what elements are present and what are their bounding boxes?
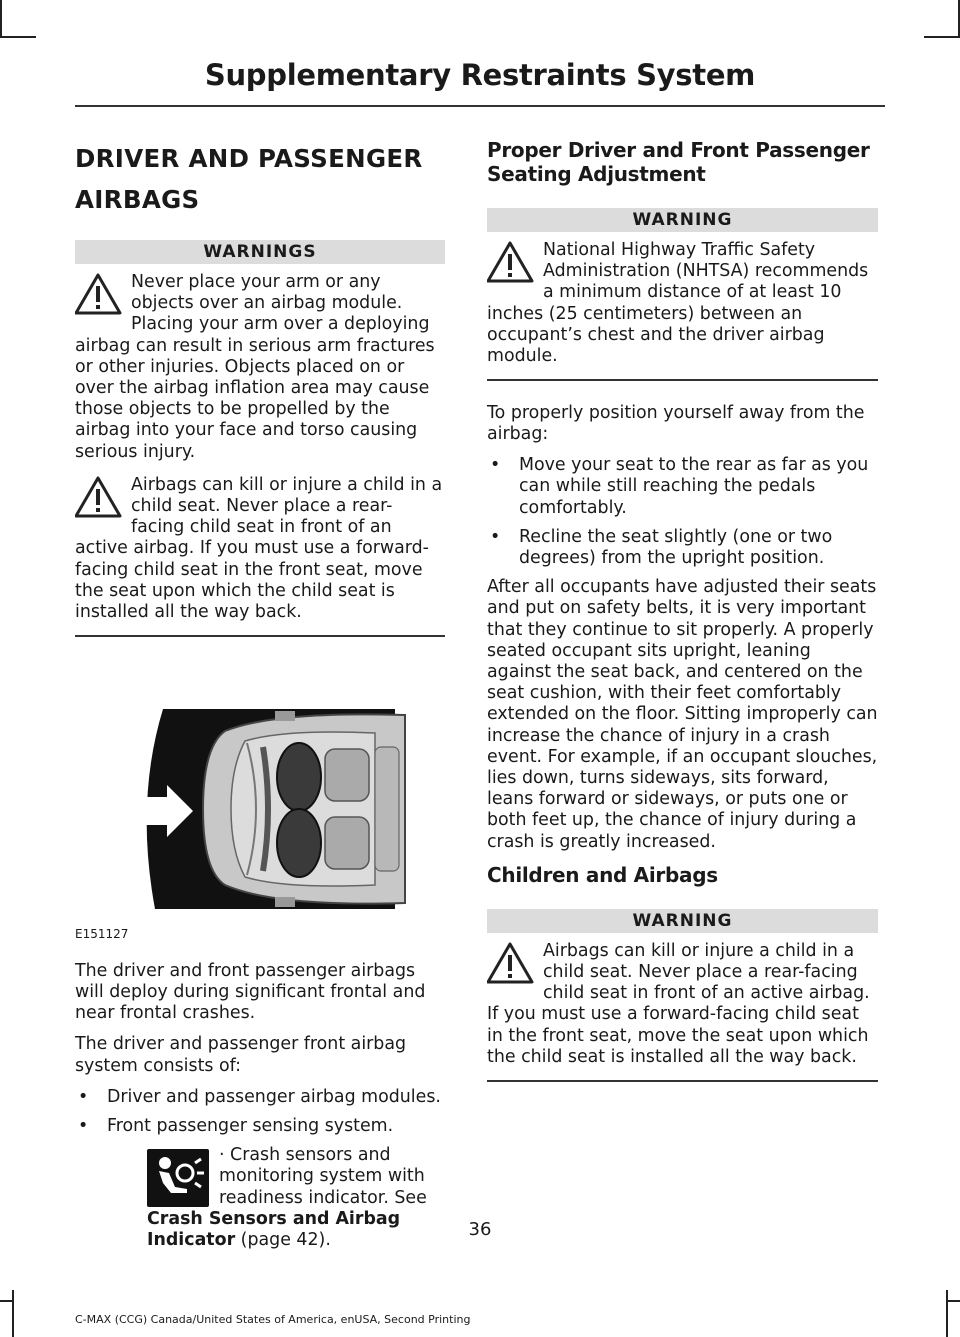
warning-block [75, 475, 445, 623]
crash-sensors-link[interactable]: Crash Sensors and Airbag Indicator [147, 1208, 401, 1250]
airbag-deployment-figure [75, 671, 445, 941]
section-heading: Children and Airbags [487, 862, 718, 887]
divider [487, 1080, 878, 1082]
footer-meta: C-MAX (CCG) Canada/United States of America, enUSA, Second Printing [75, 1313, 471, 1326]
warning-triangle-icon [487, 941, 537, 1003]
list-item: • Driver and passenger airbag modules. [75, 1087, 445, 1108]
section-heading: DRIVER AND PASSENGER AIRBAGS [75, 144, 423, 214]
crop-mark [946, 1300, 960, 1302]
warning-text: Airbags can kill or injure a child in a child seat. Never place a rear-facing child seat in front of an active airbag. If you must use a forward-facing child seat in the front seat, move the seat upon which the child seat is installed all the way back. [487, 940, 870, 1067]
crop-mark [0, 0, 2, 36]
warning-triangle-icon [75, 272, 125, 334]
warning-triangle-icon [487, 240, 537, 302]
paragraph: To properly position yourself away from the airbag: [487, 402, 865, 444]
crop-mark [924, 36, 960, 38]
warning-bar: WARNING [487, 208, 878, 232]
section-heading: Proper Driver and Front Passenger Seating Adjustment [487, 138, 870, 186]
crop-mark [958, 0, 960, 36]
warning-triangle-icon [75, 475, 125, 537]
crop-mark [0, 36, 36, 38]
warning-text: Never place your arm or any objects over an airbag module. Placing your arm over a deploying airbag can result in serious arm fractures or other injuries. Objects placed on or over the airbag inflation area may cause those objects to be propelled by the airbag into your face and torso causing serious injury. [75, 272, 435, 462]
car-top-view-illustration [75, 671, 445, 927]
crop-mark [12, 1290, 14, 1337]
warning-bar: WARNING [487, 909, 878, 933]
bullet-list [75, 1087, 445, 1137]
crop-mark [946, 1290, 948, 1337]
warning-block [487, 240, 878, 367]
right-column [487, 138, 878, 1082]
list-item: • Recline the seat slightly (one or two degrees) from the upright position. [487, 527, 878, 569]
left-column [75, 138, 445, 1251]
crop-mark [0, 1300, 12, 1302]
list-item: • Move your seat to the rear as far as you can while still reaching the pedals comfortably. [487, 455, 878, 519]
warning-text: National Highway Traffic Safety Administration (NHTSA) recommends a minimum distance of at least 10 inches (25 centimeters) between an occupant’s chest and the driver airbag module. [487, 240, 869, 367]
warning-text: Airbags can kill or injure a child in a child seat. Never place a rear-facing child seat in front of an active airbag. If you must use a forward-facing child seat in the front seat, move the seat upon which the child seat is installed all the way back. [75, 474, 443, 623]
page-ref: (page 42). [235, 1229, 331, 1250]
airbag-indicator-icon [147, 1149, 209, 1207]
figure-code: E151127 [75, 926, 129, 941]
page-number: 36 [468, 1219, 492, 1240]
bullet-list [487, 455, 878, 569]
divider [487, 379, 878, 381]
paragraph: The driver and front passenger airbags will deploy during significant frontal and near frontal crashes. [75, 960, 426, 1024]
crash-text: · Crash sensors and monitoring system with readiness indicator. See [219, 1145, 427, 1208]
paragraph: After all occupants have adjusted their seats and put on safety belts, it is very important that they continue to sit properly. A properly seated occupant sits upright, leaning against the seat back, and centered on the seat cushion, with their feet comfortably extended on the floor. Sitting improperly can increase the chance of injury in a crash event. For example, if an occupant slouches, lies down, turns sideways, sits forward, leans forward or sideways, or puts one or both feet up, the chance of injury during a crash is greatly increased. [487, 577, 878, 852]
warnings-bar: WARNINGS [75, 240, 445, 264]
divider [75, 635, 445, 637]
warning-block [75, 272, 445, 463]
header-rule [75, 105, 885, 107]
warning-block [487, 941, 878, 1068]
list-item: • Front passenger sensing system. [75, 1116, 445, 1137]
paragraph: The driver and passenger front airbag system consists of: [75, 1034, 407, 1076]
page-title: Supplementary Restraints System [204, 58, 756, 92]
